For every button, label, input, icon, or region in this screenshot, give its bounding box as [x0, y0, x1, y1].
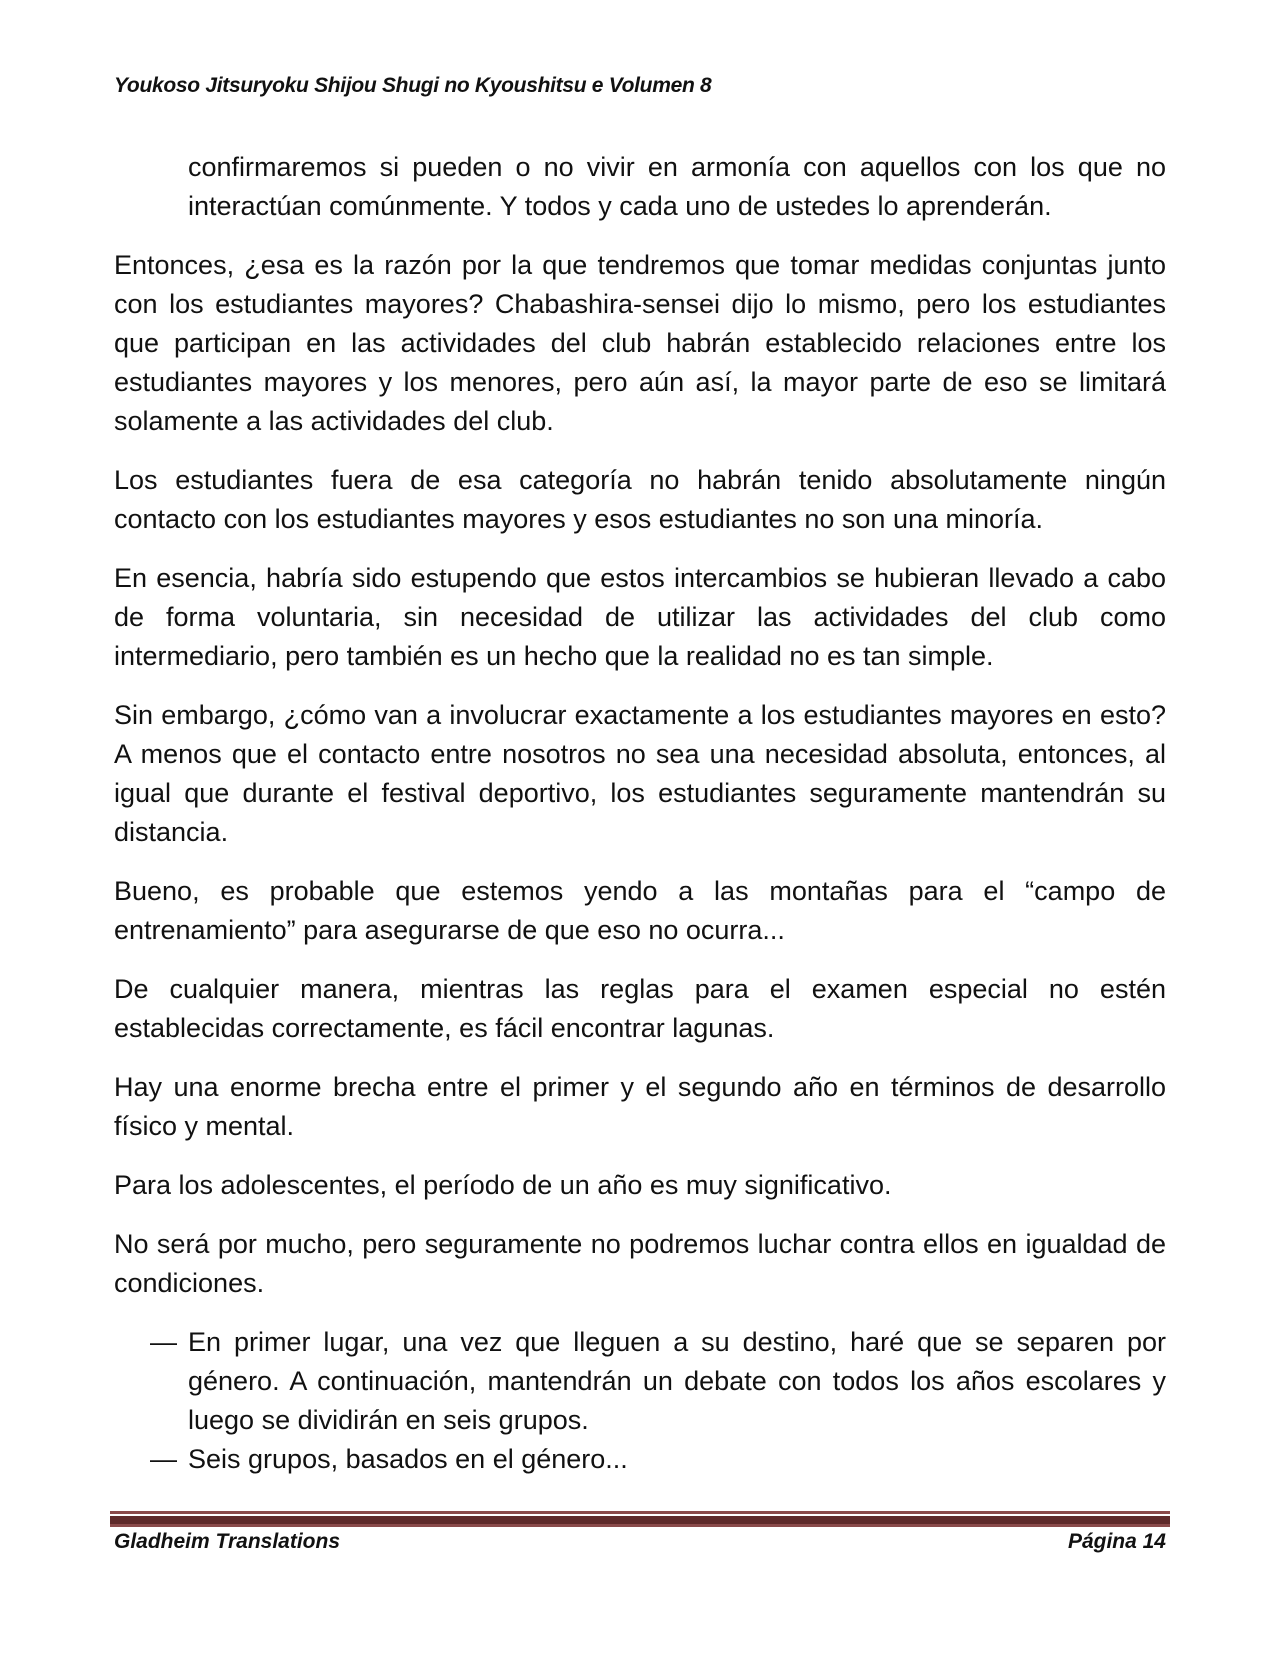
dialog-dash: —: [150, 1327, 177, 1357]
paragraph: Hay una enorme brecha entre el primer y el segundo año en términos de desarrollo físico y mental.: [114, 1072, 1166, 1141]
paragraph: Los estudiantes fuera de esa categoría no habrán tenido absolutamente ningún contacto con los estudiantes mayores y esos estudiantes no son una minoría.: [114, 465, 1166, 534]
paragraph: Sin embargo, ¿cómo van a involucrar exactamente a los estudiantes mayores en esto? A menos que el contacto entre nosotros no sea una necesidad absoluta, entonces, al igual que durante el festival deportivo, los estudiantes seguramente mantendrán su distancia.: [114, 700, 1166, 847]
paragraph: Entonces, ¿esa es la razón por la que tendremos que tomar medidas conjuntas junto con los estudiantes mayores? Chabashira-sensei dijo lo mismo, pero los estudiantes que participan en las actividades del club habrán establecido relaciones entre los estudiantes mayores y los menores, pero aún así, la mayor parte de eso se limitará solamente a las actividades del club.: [114, 250, 1166, 436]
footer-credit: Gladheim Translations: [114, 1530, 341, 1553]
dialog-line: [114, 1440, 1166, 1479]
paragraph: confirmaremos si pueden o no vivir en armonía con aquellos con los que no interactúan comúnmente. Y todos y cada uno de ustedes lo aprenderán.: [188, 152, 1166, 221]
dialog-line: [114, 1323, 1166, 1440]
paragraph: Bueno, es probable que estemos yendo a las montañas para el “campo de entrenamiento” para asegurarse de que eso no ocurra...: [114, 876, 1166, 945]
paragraph: De cualquier manera, mientras las reglas para el examen especial no estén establecidas correctamente, es fácil encontrar lagunas.: [114, 974, 1166, 1043]
dialog-text: En primer lugar, una vez que lleguen a su destino, haré que se separen por género. A continuación, mantendrán un debate con todos los años escolares y luego se dividirán en seis grupos.: [188, 1327, 1166, 1435]
paragraph: Para los adolescentes, el período de un año es muy significativo.: [114, 1170, 892, 1200]
page-number: Página 14: [1067, 1530, 1166, 1553]
page-body: [114, 148, 1166, 1479]
paragraph: En esencia, habría sido estupendo que estos intercambios se hubieran llevado a cabo de forma voluntaria, sin necesidad de utilizar las actividades del club como intermediario, pero también es un hecho que la realidad no es tan simple.: [114, 563, 1166, 671]
dialog-dash: —: [150, 1444, 177, 1474]
footer-divider: [110, 1514, 1170, 1524]
paragraph: No será por mucho, pero seguramente no podremos luchar contra ellos en igualdad de condiciones.: [114, 1229, 1166, 1298]
dialog-text: Seis grupos, basados en el género...: [188, 1444, 628, 1474]
running-header: Youkoso Jitsuryoku Shijou Shugi no Kyoushitsu e Volumen 8: [114, 74, 712, 97]
